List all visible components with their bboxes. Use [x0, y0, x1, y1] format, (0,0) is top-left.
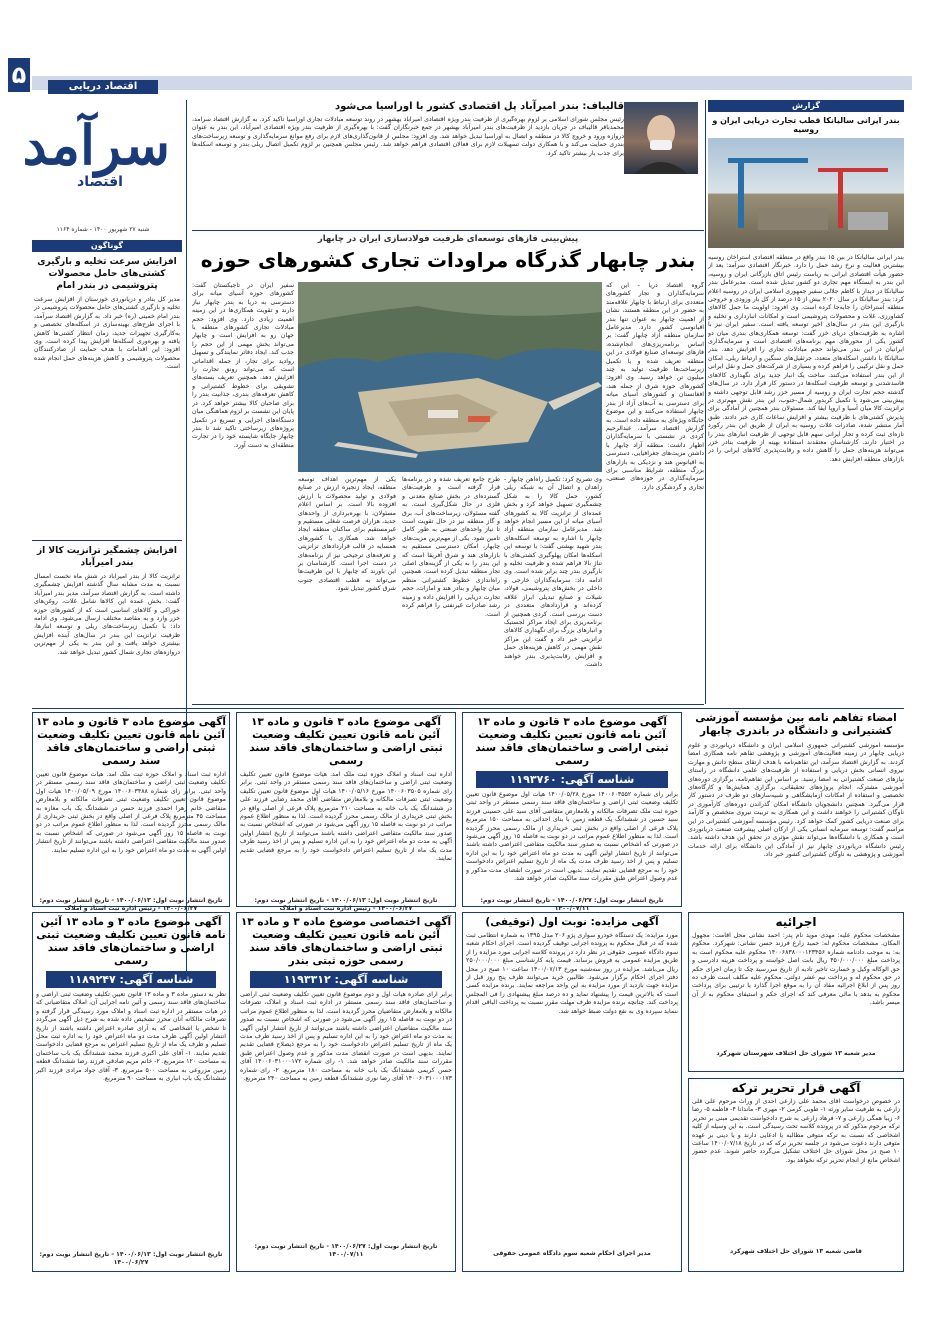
ad-tahrir-body: در خصوص درخواست آقای محمد علی زارعی احدی از وراث مرحوم علی قلی زارعی به طرفیت سایر ورثه ۱- طوبی کرمی ۲- مهری ۳- ماندانا ۴- فاطمه ۵- رضا ۶- زیبا همگی زارعی و ۷- فرهاد زارعی به شرح دادخواست تقدیمی مبنی بر تحریر ترکه مرحوم مذکور که در پرونده کلاسه تحت رسیدگی است. به این وسیله از کلیه اشخاصی که نسبت به ترکه متوفی مطالبه یا ادعایی دارند و یا دینی بر عهده متوفی دارند دعوت می‌شود در جلسه تحریر ترکه که در تاریخ ۱۴۰۰/۰۷/۱۸ ساعت ۱۰ صبح در محل شورای حل اختلاف تشکیل می‌گردد حاضر شوند. عدم حضور اشخاص مانع از انجام تحریر ترکه نخواهد بود.: [692, 1098, 900, 1164]
ad-row1-2-dates: تاریخ انتشار نوبت اول: ۱۴۰۰/۰۶/۲۷ - تاریخ انتشار نوبت دوم: ۱۴۰۰/۰۷/۱۱: [480, 897, 664, 913]
crane-image: [708, 138, 904, 248]
issue-line: شنبه ۲۷ شهریور ۱۴۰۰ - شماره ۱۱۶۴: [56, 226, 150, 233]
main-col-2: وی تصریح کرد: تکمیل راه‌آهن چابهار - زاهدان و اتصال آن به شبکه ریلی کشور، حمل کالا را به شکل چشمگیری تسهیل خواهد کرد و بخش عمده‌ای از ترانزیت کالا به کشورهای آسیای میانه از این مسیر انجام خواهد شد. مدیرعامل سازمان منطقه آزاد چابهار با اشاره به توسعه اسکله‌های بندر شهید بهشتی گفت: با توسعه این اسکله‌ها امکان پهلوگیری کشتی‌های با تناژ بالا فراهم شده و ظرفیت تخلیه و بارگیری بندر چند برابر شده است. وی ادامه داد: سرمایه‌گذاران خارجی و داخلی در بخش‌های پتروشیمی، فولاد، شیلات و صنایع تبدیلی ابراز علاقه کرده‌اند و قراردادهای متعددی در دست بررسی است. کردی همچنین از برنامه‌ریزی برای ایجاد مراکز لجستیک و انبارهای بزرگ برای نگهداری کالاهای ترانزیتی خبر داد و گفت این مراکز نقش مهمی در کاهش هزینه‌های حمل و افزایش رقابت‌پذیری بندر خواهند داشت.: [504, 476, 602, 668]
ad-row1-3: [236, 712, 456, 913]
ad-row1-3-title: آگهی موضوع ماده ۳ قانون و ماده ۱۳ آئین نامه قانون تعیین تکلیف وضعیت ثبتی اراضی و ساختمان‌های فاقد سند رسمی: [249, 716, 443, 767]
report-photo: [708, 138, 904, 248]
page-number: ۵: [8, 58, 30, 92]
qalibaf-photo: [624, 102, 698, 174]
logo-sub: اقتصاد: [77, 174, 123, 190]
main-kicker: پیش‌بینی فازهای توسعه‌ای ظرفیت فولادسازی ایران در چابهار: [317, 234, 579, 244]
ad-row2-4-title: آگهی موضوع ماده ۳ و ماده ۱۳ آئین نامه قانون تعیین تکلیف وضعیت ثبتی اراضی و ساختمان‌های فاقد سند رسمی: [36, 916, 226, 967]
ad-row2-3: [236, 912, 456, 1272]
main-col-3: طرح جامع تعریف شده و در برنامه‌ها قرار گرفته است و ظرفیت‌های گسترده‌ای در بخش صنایع معدنی و فلزی در حال شکل‌گیری است. به گفته مسئولان، زیرساخت‌های آب، برق و گاز منطقه نیز در حال تقویت است تا نیاز واحدهای صنعتی به طور کامل تامین شود. یکی از مهم‌ترین مزیت‌های چابهار، امکان دسترسی مستقیم به بازارهای هند و شرق آفریقا است که این بندر را به یکی از گزینه‌های اصلی تجار منطقه تبدیل کرده است. همچنین راه‌اندازی خطوط کشتیرانی منظم میان چابهار و بنادر هند و امارات، حجم تجارت دریایی را افزایش داده و زمینه رشد صادرات غیرنفتی را فراهم کرده است.: [402, 476, 500, 618]
port-photo: [298, 282, 602, 472]
header-strip: [32, 76, 912, 90]
ad-row1-4: [32, 712, 230, 913]
ad-row2-4: [32, 912, 230, 1272]
main-col-4: یکی از مهم‌ترین اهداف توسعه منطقه، ایجاد زنجیره ارزش در صنایع فولادی و تولید محصولات با ارزش افزوده بالا است. بر اساس اعلام مسئولان، با بهره‌برداری از واحدهای جدید، هزاران فرصت شغلی مستقیم و غیرمستقیم برای ساکنان منطقه ایجاد خواهد شد. همکاری با کشورهای همسایه در قالب قراردادهای ترانزیتی و تعرفه‌های ترجیحی نیز از برنامه‌های در دست اجرا است. کارشناسان بر این باورند که چابهار با این ظرفیت‌ها می‌تواند به قطب اقتصادی جنوب شرق کشور تبدیل شود.: [298, 476, 396, 593]
qalibaf-title: قالیباف: بندر امیرآباد پل اقتصادی کشور با اوراسیا می‌شود: [334, 101, 624, 112]
ad-row2-2: [462, 912, 682, 1272]
ad-row2-3-title: آگهی اختصاصی موضوع ماده ۳ و ماده ۱۳ آئین نامه قانون تعیین تکلیف وضعیت ثبتی اراضی و ساختمان‌های فاقد سند رسمی حوزه ثبتی بندر: [240, 916, 452, 967]
logo: سرآمد: [22, 113, 170, 177]
ad-row2-2-title: آگهی مزایده: نوبت اول (توقیفی): [485, 916, 659, 928]
sidebar-item-1-title: افزایش سرعت تخلیه و بارگیری کشتی‌های حامل محصولات پتروشیمی در بندر امام: [37, 257, 177, 291]
ad-row1-2-number: شناسه آگهی: ۱۱۹۳۷۶۰: [476, 771, 668, 788]
ad-row1-2-body: برابر رای شماره ۱۴۰۰۶۰۳۵۵۲ مورخ ۱۴۰۰/۰۵/۲۸ هیات اول موضوع قانون تعیین تکلیف وضعیت ثبتی اراضی و ساختمان‌های فاقد سند رسمی مستقر در واحد ثبتی حوزه ثبت ملک تصرفات مالکانه و بلامعارض متقاضی آقای سید علی حسینی فرزند سید حسین در ششدانگ یک قطعه زمین با بنای احداثی به مساحت ۱۵۰ مترمربع پلاک فرعی از اصلی واقع در بخش ثبتی خریداری از مالک رسمی محرز گردیده است. لذا به منظور اطلاع عموم مراتب در دو نوبت به فاصله ۱۵ روز آگهی می‌شود در صورتی که اشخاص نسبت به صدور سند مالکیت متقاضی اعتراضی داشته باشند می‌توانند از تاریخ انتشار اولین آگهی به مدت دو ماه اعتراض خود را به این اداره تسلیم و پس از اخذ رسید ظرف مدت یک ماه از تاریخ تسلیم اعتراض دادخواست خود را به مرجع قضایی تقدیم نمایند. بدیهی است در صورت انقضای مدت مذکور و عدم وصول اعتراض طبق مقررات سند مالکیت صادر خواهد شد.: [466, 791, 678, 883]
ad-row2-3-body: برابر آرای صادره هیات اول و دوم موضوع قانون تعیین تکلیف وضعیت ثبتی اراضی و ساختمان‌های فاقد سند رسمی مستقر در اداره ثبت اسناد و املاک، تصرفات مالکانه و بلامعارض متقاضیان محرز گردیده است. لذا به منظور اطلاع عموم مراتب در دو نوبت به فاصله ۱۵ روز آگهی می‌شود در صورتی که اشخاص نسبت به صدور سند مالکیت متقاضیان اعتراضی داشته باشند می‌توانند از تاریخ انتشار اولین آگهی به مدت دو ماه اعتراض خود را به این اداره تسلیم و پس از اخذ رسید ظرف مدت یک ماه از تاریخ تسلیم اعتراض دادخواست خود را به مرجع ذیصلاح قضایی تقدیم نمایند. بدیهی است در صورت انقضای مدت مذکور و عدم وصول اعتراض طبق مقررات سند مالکیت صادر خواهد شد. ۱- رای شماره ۱۴۰۰۶۰۳۱۰۰۰۱۷۲ آقای حسن کریمی ششدانگ یک باب خانه به مساحت ۱۸۰ مترمربع. ۲- رای شماره ۱۴۰۰۶۰۳۱۰۰۰۱۷۳ آقای رضا نوری ششدانگ قطعه زمین به مساحت ۲۴۰ مترمربع.: [240, 991, 452, 1083]
ad-row1-1-body: مؤسسه آموزشی کشتیرانی جمهوری اسلامی ایران و دانشگاه دریانوردی و علوم دریایی چابهار در زمینه فعالیت‌های آموزشی و پژوهشی تفاهم نامه همکاری امضا کردند. به گزارش اقتصاد سرآمد، این تفاهم‌نامه با هدف ارتقای سطح دانش و مهارت نیروی انسانی بخش دریایی و استفاده از ظرفیت‌های علمی دانشگاه در راستای نیازهای صنعت کشتیرانی به امضا رسید. بر اساس این تفاهم‌نامه، برگزاری دوره‌های آموزشی مشترک، انجام پروژه‌های تحقیقاتی، برگزاری همایش‌ها و کارگاه‌های تخصصی و استفاده از امکانات آزمایشگاهی و شبیه‌سازهای دو طرف در دستور کار قرار می‌گیرد. همچنین دانشجویان دانشگاه امکان گذراندن دوره‌های کارآموزی در ناوگان کشتیرانی را خواهند داشت و این همکاری به تربیت نیروی متخصص و کارآمد برای صنعت دریایی کشور کمک خواهد کرد. رئیس مؤسسه آموزشی کشتیرانی در این مراسم گفت: توسعه سرمایه انسانی یکی از ارکان اصلی پیشرفت صنعت دریانوردی است و همکاری با دانشگاه‌ها می‌تواند نقش مؤثری در تحقق این هدف داشته باشد. رئیس دانشگاه دریانوردی چابهار نیز از آمادگی این دانشگاه برای ارائه خدمات آموزشی و پژوهشی به ناوگان کشتیرانی کشور خبر داد.: [688, 742, 904, 859]
ad-row2-1-body: مشخصات محکوم علیه: مهدی موید نام پدر: احمد نشانی محل اقامت: مجهول المکان. مشخصات محکوم له: حمید زارع فرزند حسن نشانی: شهرکرد. محکوم به: به موجب دادنامه شماره ۱۴۰۰۶۸۳۸۰۰۰۱۲۳۴۵۶ محکوم علیه محکوم است به پرداخت مبلغ ۴۵۰/۰۰۰/۰۰۰ ریال بابت اصل خواسته و پرداخت هزینه دادرسی و حق الوکاله وکیل و خسارت تاخیر تادیه از تاریخ سررسید چک تا زمان اجرای حکم در حق محکوم له و پرداخت نیم عشر دولتی. محکوم علیه مکلف است ظرف ده روز پس از ابلاغ اجرائیه مفاد آن را به موقع اجرا گذارد یا ترتیبی برای پرداخت محکوم به بدهد یا مالی معرفی کند که اجرای حکم و استیفای محکوم به از آن میسر باشد.: [692, 932, 900, 1007]
report-label: گزارش: [708, 100, 904, 112]
section-title: اقتصاد دریایی: [48, 80, 158, 94]
ad-row1-2: [462, 712, 682, 913]
ad-row2-4-number: شناسه آگهی: ۱۱۸۹۲۴۷: [46, 971, 216, 988]
ad-row2-1-footer: مدیر شعبه ۱۳ شورای حل اختلاف شهرستان شهرکرد: [716, 1050, 876, 1057]
ad-tahrir-title: آگهی قرار تحریر ترکه: [731, 1081, 861, 1095]
ad-row2-3-dates: تاریخ انتشار نوبت اول: ۱۴۰۰/۰۶/۲۷ - تاریخ انتشار نوبت دوم: ۱۴۰۰/۰۷/۱۱: [254, 1243, 438, 1259]
ad-row2-4-dates: تاریخ انتشار نوبت اول: ۱۴۰۰/۰۶/۱۳ - تاریخ انتشار نوبت دوم: ۱۴۰۰/۰۶/۲۷: [39, 1251, 223, 1267]
ad-row1-4-dates: تاریخ انتشار نوبت اول: ۱۴۰۰/۰۶/۱۳ - تاریخ انتشار نوبت دوم: ۱۴۰۰/۰۶/۲۷ - رئیس اداره ثبت اسناد و املاک: [39, 897, 223, 913]
ad-row1-1: [688, 712, 904, 907]
ad-row2-4-body: نظر به دستور ماده ۳ و ماده ۱۳ قانون تعیین تکلیف وضعیت ثبتی اراضی و ساختمان‌های فاقد سند رسمی و آئین نامه اجرایی آن، املاک متقاضیانی که در هیات مستقر در اداره ثبت اسناد و املاک مورد رسیدگی قرار گرفته و تصرفات مالکانه آنان محرز تشخیص داده شده به شرح ذیل آگهی می‌گردد تا شخص یا اشخاصی که به آرای صادره اعتراض داشته باشند از تاریخ انتشار اولین آگهی ظرف مدت دو ماه اعتراض خود را به اداره ثبت محل تسلیم و ظرف یک ماه از تاریخ تسلیم اعتراض به مرجع قضایی دادخواست تقدیم نمایند. ۱- آقای علی اکبری فرزند محمد ششدانگ یک باب ساختمان به مساحت ۱۲۰ مترمربع. ۲- خانم مریم صادقی فرزند رضا ششدانگ قطعه زمین مزروعی به مساحت ۵۰۰ مترمربع. ۳- آقای جواد مرادی فرزند اکبر ششدانگ یک باب انباری به مساحت ۹۰ مترمربع.: [36, 991, 226, 1083]
sidebar-item-2-title: افزایش چشمگیر ترانزیت کالا از بندر امیرآباد: [36, 546, 177, 568]
ad-tahrir-tarake: [688, 1078, 904, 1272]
ad-tahrir-footer: قاضی شعبه ۱۳ شورای حل اختلاف شهرکرد: [730, 1248, 862, 1255]
ad-row1-1-title: امضاء تفاهم نامه بین مؤسسه آموزشی کشتیرانی و دانشگاه در باندری چابهار: [695, 712, 897, 737]
sidebar-item-1-body: مدیر کل بنادر و دریانوردی خوزستان از افزایش سرعت تخلیه و بارگیری کشتی‌های حامل محصولات پتروشیمی در بندر امام خمینی (ره) خبر داد. به گزارش اقتصاد سرآمد، با اجرای طرح‌های بهینه‌سازی در اسکله‌های تخصصی و به‌کارگیری تجهیزات جدید، زمان انتظار کشتی‌ها کاهش یافته و بهره‌وری اسکله‌ها افزایش پیدا کرده است. وی افزود: این اقدامات با هدف حمایت از صادرکنندگان محصولات پتروشیمی و کاهش هزینه‌های حمل انجام شده است.: [34, 296, 180, 371]
sidebar-label: گوناگون: [32, 240, 182, 252]
sidebar-item-2-body: ترانزیت کالا از بندر امیرآباد در شش ماه نخست امسال نسبت به مدت مشابه سال گذشته افزایش چشمگیری داشته است. به گزارش اقتصاد سرآمد، مدیر بندر امیرآباد گفت: بخش عمده این کالاها شامل غلات، روغن‌های خوراکی و کالاهای اساسی است که از کشورهای حوزه خزر وارد و به مقاصد مختلف ارسال می‌شود. وی ادامه داد: با تکمیل زیرساخت‌های ریلی و توسعه انبارها، ظرفیت ترانزیت این بندر در سال‌های آینده افزایش بیشتری خواهد یافت و این بندر به یکی از مهم‌ترین دروازه‌های تجاری شمال کشور تبدیل خواهد شد.: [34, 573, 180, 656]
ad-row1-3-dates: تاریخ انتشار نوبت اول: ۱۴۰۰/۰۶/۱۳ - تاریخ انتشار نوبت دوم: ۱۴۰۰/۰۶/۲۷ - رئیس اداره ثبت اسناد و املاک: [254, 897, 438, 913]
main-col-1: گروه اقتصاد دریا - این که سرمایه‌گذاران و تجار کشورهای متعددی برای ارتباط با چابهار علاقه‌مند به حضور در این منطقه هستند، نشان از اهمیت چابهار به عنوان تنها بندر اقیانوسی کشور دارد. مدیرعامل سازمان منطقه آزاد چابهار گفت: بر اساس برنامه‌ریزی‌های انجام‌شده، فازهای توسعه‌ای صنایع فولادی در این منطقه تعریف شده و با تکمیل زیرساخت‌ها ظرفیت تولید به چند میلیون تن خواهد رسید. وی افزود: کشورهای حوزه شرق از جمله هند، افغانستان و کشورهای آسیای میانه برای دسترسی به آب‌های آزاد از بندر چابهار استفاده می‌کنند و این موضوع جایگاه ویژه‌ای به منطقه داده است. به گزارش اقتصاد سرآمد، عبدالرحیم کردی در نشستی با سرمایه‌گذاران اظهار داشت: منطقه آزاد چابهار با داشتن مزیت‌های جغرافیایی، دسترسی به اقیانوس هند و نزدیکی به بازارهای بزرگ منطقه، شرایط مناسبی برای سرمایه‌گذاری در حوزه‌های صنعتی، تجاری و گردشگری دارد.: [606, 282, 704, 491]
ad-row1-3-body: اداره ثبت اسناد و املاک حوزه ثبت ملک آمد. هیات موضوع قانون تعیین تکلیف وضعیت ثبتی اراضی و ساختمان‌های فاقد سند رسمی مستقر در واحد ثبتی. برابر رای شماره ۱۴۰۰۶۰۳۵۰۵ مورخ ۱۴۰۰/۰۵/۱۶ هیات اول موضوع قانون تعیین تکلیف وضعیت ثبتی تصرفات مالکانه و بلامعارض متقاضی آقای محمد رضایی فرزند علی در ششدانگ یک باب خانه به مساحت ۲۱۰ مترمربع پلاک فرعی از اصلی واقع در بخش ثبتی خریداری از مالک رسمی محرز گردیده است. لذا به منظور اطلاع عموم مراتب در دو نوبت به فاصله ۱۵ روز آگهی می‌شود در صورتی که اشخاص نسبت به صدور سند مالکیت متقاضی اعتراضی داشته باشند می‌توانند از تاریخ انتشار اولین آگهی به مدت دو ماه اعتراض خود را به این اداره تسلیم و پس از اخذ رسید ظرف مدت یک ماه از تاریخ تسلیم اعتراض دادخواست خود را به مرجع قضایی تقدیم نمایند.: [240, 771, 452, 863]
report-title: بندر ایرانی سالیانکا قطب تجارت دریایی ایران و روسیه: [712, 116, 900, 134]
portrait-icon: [624, 102, 698, 174]
qalibaf-body: رئیس مجلس شورای اسلامی بر لزوم بهره‌گیری از ظرفیت بندر ویژه اقتصادی امیرآباد بهشهر در روند توسعه مبادلات تجاری اوراسیا تاکید کرد. به گزارش اقتصاد سرآمد، محمدباقر قالیباف در جریان بازدید از ظرفیت‌های بندر امیرآباد بهشهر در جمع خبرنگاران گفت: با بهره‌گیری از ظرفیت بندر ویژه اقتصادی امیرآباد، این بندر به عنوان دروازه ورود و خروج کالا در منطقه و اتصال به اوراسیا تبدیل خواهد شد. وی افزود: مجلس از قانون‌گذاری‌های لازم برای رفع موانع سرمایه‌گذاری و توسعه زیرساخت‌های بندری حمایت می‌کند و با همکاری دولت تسهیلات لازم برای فعالان اقتصادی فراهم خواهد شد. رئیس مجلس همچنین بر لزوم تکمیل اتصال ریلی بندر و توسعه اسکله‌ها برای جذب بار بیشتر تاکید کرد.: [192, 116, 624, 157]
main-col-5: سفیر ایران در تاجیکستان گفت: کشورهای حوزه آسیای میانه برای دسترسی به دریا به بندر چابهار نیاز دارند و تقویت همکاری‌ها در این زمینه اهمیت زیادی دارد. وی افزود: حجم مبادلات تجاری کشورهای منطقه با جهان رو به افزایش است و چابهار می‌تواند بخش مهمی از این حجم را جذب کند. ایجاد دفاتر نمایندگی و تسهیل روادید برای تجار، از جمله اقداماتی است که می‌تواند رونق تجارت را افزایش دهد. همچنین تعریف بسته‌های تشویقی برای خطوط کشتیرانی و کاهش تعرفه‌های بندری، جذابیت بندر را برای صاحبان کالا بیشتر خواهد کرد. در پایان این نشست بر لزوم هماهنگی میان دستگاه‌های اجرایی و تسریع در تکمیل پروژه‌های زیرساختی تاکید شد تا بندر چابهار جایگاه شایسته خود را در تجارت منطقه‌ای به دست آورد.: [192, 282, 294, 449]
report-article: [708, 100, 904, 704]
port-aerial-image: [298, 282, 602, 472]
ad-row2-1-title: اجرائیه: [775, 915, 817, 929]
ad-row2-1: [688, 912, 904, 1072]
ad-row2-2-footer: مدیر اجرای احکام شعبه سوم دادگاه عمومی حقوقی: [493, 1250, 651, 1257]
report-body: بندر ایرانی سالیانکا در بین ۱۵ بندر واقع در منطقه اقتصادی آستراخان روسیه بیشترین فعالیت و نرخ رشد حمل را دارد. خبرنگار اقتصادی سرآمد: بعد از حضور هیأت اقتصادی ایرانی به ریاست رئیس اتاق بازرگانی ایران و روسیه، این بندر به ایستگاه مهم تجاری دو کشور تبدیل شده است. مدیرعامل بندر سالیانکا در دیدار با کاظم جلالی سفیر جمهوری اسلامی ایران در روسیه اعلام کرد: بندر سالیانکا در سال ۲۰۲۰ بیش از ۱۵ درصد از کل بار ورودی و خروجی منطقه آستراخان را جابه‌جا کرده است. وی افزود: اولویت ما حمل کالاهای کشاورزی، غلات و محصولات پتروشیمی است و امکانات انبارداری و تخلیه و بارگیری این بندر در سال‌های اخیر توسعه یافته است. سفیر ایران نیز با اشاره به ظرفیت‌های دریای خزر گفت: توسعه همکاری‌های بندری میان دو کشور یکی از محورهای مهم برنامه‌های اقتصادی است و سرمایه‌گذاری ایرانیان در این بندر می‌تواند حجم مبادلات تجاری را افزایش دهد. بندر سالیانکا با داشتن اسکله‌های متعدد، جرثقیل‌های سنگین و ارتباط ریلی، امکان حمل و نقل ترکیبی را فراهم کرده و بسیاری از شرکت‌های حمل و نقل ایرانی از این بندر استفاده می‌کنند. ساخت یک انبار جدید برای نگهداری کالاهای فاسدشدنی و توسعه ظرفیت اسکله‌ها در دستور کار قرار دارد. در سال‌های گذشته حجم تجارت ایران و روسیه از مسیر خزر رشد قابل توجهی داشته و پیش‌بینی می‌شود با تکمیل کریدور شمال-جنوب، این بندر نقش مهم‌تری در ترانزیت کالا میان آسیا و اروپا ایفا کند. مسئولان بندر همچنین از آمادگی برای پذیرش کشتی‌های با ظرفیت بیشتر و افزایش ساعات کاری خبر دادند. طبق آمار منتشر شده، صادرات غلات روسیه به ایران از طریق این بندر رکورد تازه‌ای ثبت کرده و تجار ایرانی سهم قابل توجهی از ظرفیت انبارهای بندر را در اختیار دارند. کارشناسان معتقدند استفاده بهینه از ظرفیت بنادر خزر می‌تواند هزینه‌های حمل را کاهش داده و رقابت‌پذیری کالاهای ایرانی را در بازارهای منطقه افزایش دهد.: [708, 254, 904, 463]
ad-row2-2-body: مورد مزایده: یک دستگاه خودرو سواری پژو ۲۰۶ مدل ۱۳۹۵ به شماره انتظامی ثبت شده که در قبال محکوم به پرونده اجرایی توقیف گردیده است. اجرای احکام شعبه سوم دادگاه عمومی حقوقی در نظر دارد در پرونده کلاسه اجرایی مورد مزایده را از طریق مزایده عمومی به فروش برساند. قیمت پایه کارشناسی مبلغ ۲۵۰/۰۰۰/۰۰۰ ریال می‌باشد. مزایده در روز سه‌شنبه مورخ ۱۴۰۰/۰۷/۱۳ ساعت ۱۰ صبح در محل دفتر اجرای احکام برگزار می‌شود. طالبین خرید می‌توانند ظرف پنج روز قبل از مزایده جهت بازدید از مورد مزایده به این واحد مراجعه نمایند. برنده مزایده کسی است که بالاترین قیمت را پیشنهاد نماید و ده درصد مبلغ پیشنهادی را فی المجلس پرداخت کند. چنانچه برنده مزایده ظرف مهلت مقرر نسبت به پرداخت الباقی اقدام ننماید سپرده وی به نفع دولت ضبط خواهد شد.: [466, 932, 678, 1015]
ad-row1-4-title: آگهی موضوع ماده ۳ قانون و ماده ۱۳ آئین نامه قانون تعیین تکلیف وضعیت ثبتی اراضی و ساختمان‌های فاقد سند رسمی: [36, 716, 226, 767]
ad-row2-3-number: شناسه آگهی: ۱۱۹۳۳۱۲: [250, 971, 442, 988]
main-title: بندر چابهار گذرگاه مراودات تجاری کشورهای حوزه: [200, 248, 696, 272]
ad-row1-4-body: اداره ثبت اسناد و املاک حوزه ثبت ملک آمد. هیات موضوع قانون تعیین تکلیف وضعیت ثبتی اراضی و ساختمان‌های فاقد سند رسمی مستقر در واحد ثبتی. برابر رای شماره ۱۴۰۰۶۰۳۴۸۸ مورخ ۱۴۰۰/۰۵/۰۹ هیات اول موضوع قانون تعیین تکلیف وضعیت ثبتی تصرفات مالکانه و بلامعارض متقاضی خانم زهرا احمدی فرزند حسن در ششدانگ یک باب مغازه به مساحت ۴۵ مترمربع پلاک فرعی از اصلی واقع در بخش ثبتی خریداری از مالک رسمی محرز گردیده است. لذا به منظور اطلاع عموم مراتب در دو نوبت به فاصله ۱۵ روز آگهی می‌شود در صورتی که اشخاص نسبت به صدور سند مالکیت متقاضی اعتراضی داشته باشند می‌توانند از تاریخ انتشار اولین آگهی به مدت دو ماه اعتراض خود را به این اداره تسلیم نمایند.: [36, 771, 226, 854]
ad-row1-2-title: آگهی موضوع ماده ۳ قانون و ماده ۱۳ آئین نامه قانون تعیین تکلیف وضعیت ثبتی اراضی و ساختمان‌های فاقد سند رسمی: [475, 716, 669, 767]
